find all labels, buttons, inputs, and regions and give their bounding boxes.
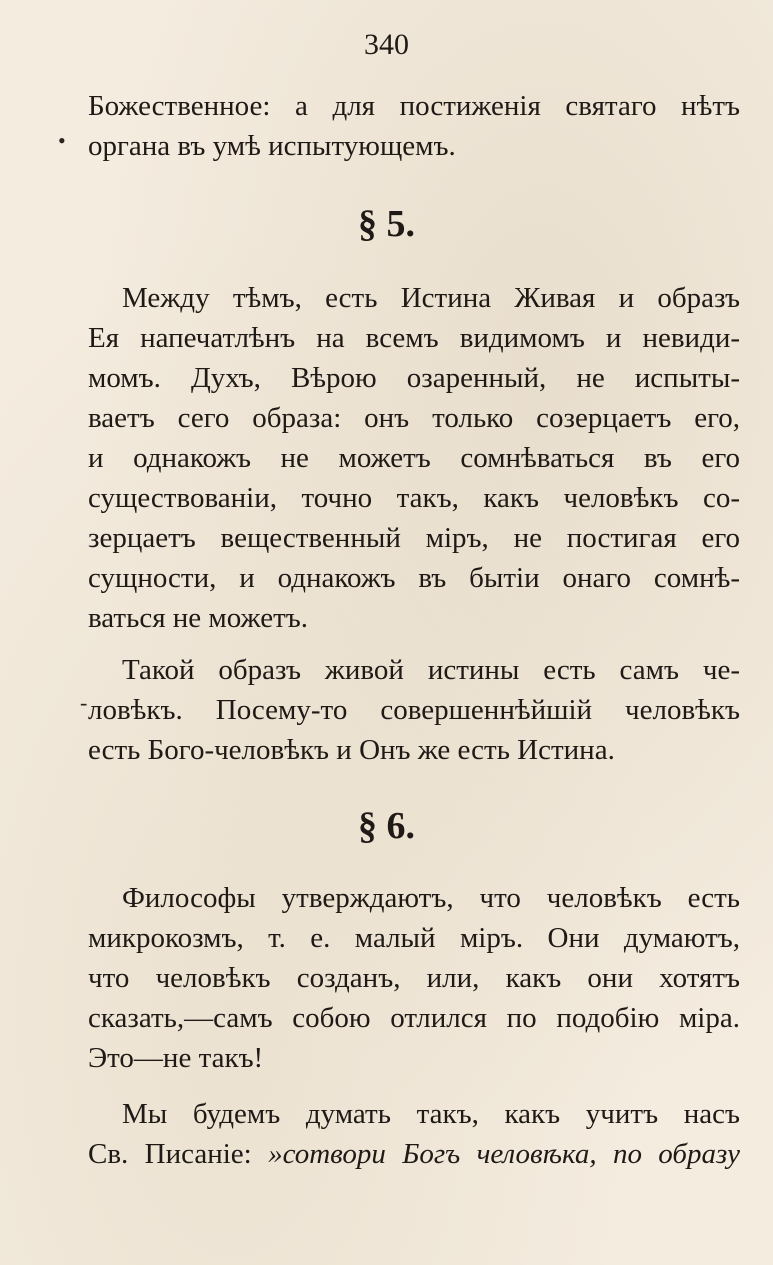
text-line-mixed bbox=[88, 1134, 740, 1174]
text-block-continuation bbox=[88, 86, 740, 166]
text-line: существованіи, точно такъ, какъ человѣкъ со- bbox=[88, 482, 740, 514]
margin-dot: • bbox=[58, 128, 66, 153]
text-line: сказать,—самъ собою отлился по подобію міра. bbox=[88, 1002, 740, 1034]
text-italic-quote: »сотвори Богъ человѣка, по образу bbox=[268, 1138, 740, 1170]
text-line: момъ. Духъ, Вѣрою озаренный, не испыты- bbox=[88, 362, 740, 394]
text-line: сущности, и однакожъ въ бытіи онаго сомнѣ- bbox=[88, 562, 740, 594]
page-number: 340 bbox=[364, 28, 409, 61]
text-line: есть Бого-человѣкъ и Онъ же есть Истина. bbox=[88, 734, 615, 766]
text-line: что человѣкъ созданъ, или, какъ они хотятъ bbox=[88, 962, 740, 994]
section-heading-6: § 6. bbox=[358, 805, 415, 847]
text-line: Философы утверждаютъ, что человѣкъ есть bbox=[122, 882, 740, 914]
text-line: ваетъ сего образа: онъ только созерцаетъ его, bbox=[88, 402, 740, 434]
text-line: Божественное: а для постиженія святаго нѣтъ bbox=[88, 90, 740, 122]
text-line: органа въ умѣ испытующемъ. bbox=[88, 130, 456, 162]
text-plain: Св. Писаніе: bbox=[88, 1138, 269, 1170]
text-line: ваться не можетъ. bbox=[88, 602, 309, 634]
text-line: Это—не такъ! bbox=[88, 1042, 264, 1074]
text-line: зерцаетъ вещественный міръ, не постигая его bbox=[88, 522, 740, 554]
paragraph-scripture bbox=[88, 1094, 740, 1174]
text-line: Ея напечатлѣнъ на всемъ видимомъ и невиди- bbox=[88, 322, 740, 354]
text-line: ловѣкъ. Посему-то совершеннѣйшій человѣкъ bbox=[88, 694, 740, 726]
section-heading-5: § 5. bbox=[358, 203, 415, 245]
text-line: Мы будемъ думать такъ, какъ учитъ насъ bbox=[122, 1098, 740, 1130]
margin-dash: - bbox=[80, 690, 88, 715]
text-line: и однакожъ не можетъ сомнѣваться въ его bbox=[88, 442, 740, 474]
text-line: Такой образъ живой истины есть самъ че- bbox=[122, 654, 740, 686]
text-line: микрокозмъ, т. е. малый міръ. Они думаютъ, bbox=[88, 922, 740, 954]
paragraph-living-truth bbox=[88, 278, 740, 638]
text-line: Между тѣмъ, есть Истина Живая и образъ bbox=[122, 282, 740, 314]
paragraph-image-of-truth bbox=[88, 650, 740, 770]
paragraph-philosophers bbox=[88, 878, 740, 1078]
